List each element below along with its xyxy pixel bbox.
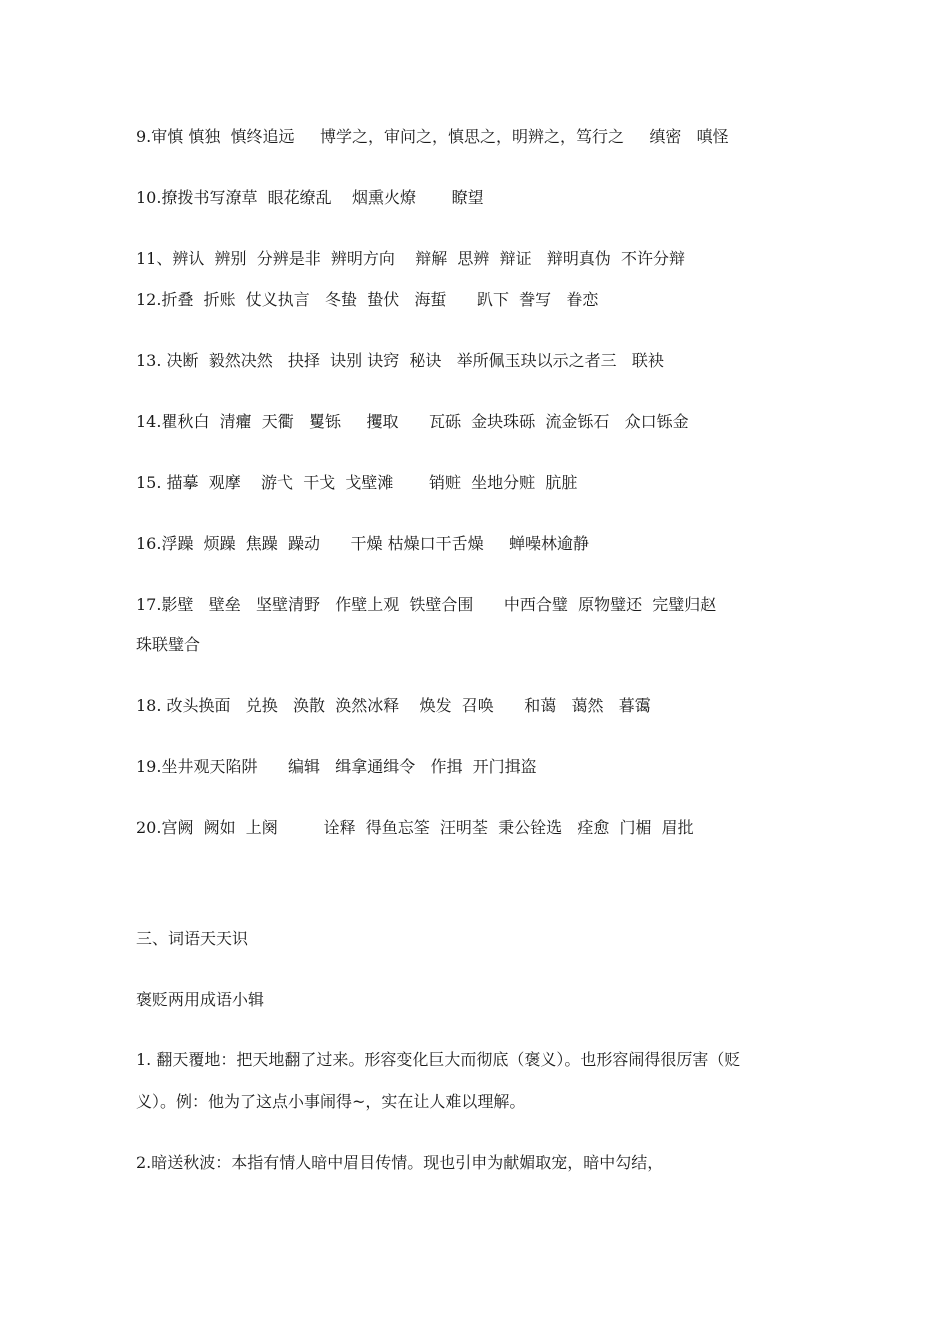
- idiom-2-line-1: 2.暗送秋波：本指有情人暗中眉目传情。现也引申为献媚取宠，暗中勾结，: [136, 1153, 664, 1172]
- text-line-10: 10.撩拨书写潦草 眼花缭乱 烟熏火燎 瞭望: [136, 188, 484, 207]
- text-line-11: 11、辨认 辨别 分辨是非 辨明方向 辩解 思辨 辩证 辩明真伪 不许分辩: [136, 249, 685, 268]
- idiom-1-line-2: 义）。例：他为了这点小事闹得~，实在让人难以理解。: [136, 1092, 526, 1111]
- text-line-12: 12.折叠 折账 仗义执言 冬蛰 蛰伏 海蜇 趴下 誊写 眷恋: [136, 290, 599, 309]
- subsection-heading: 褒贬两用成语小辑: [136, 990, 265, 1009]
- text-line-19: 19.坐井观天陷阱 编辑 缉拿通缉令 作揖 开门揖盗: [136, 757, 537, 776]
- text-line-9: 9.审慎 慎独 慎终追远 博学之，审问之，慎思之，明辨之，笃行之 缜密 嗔怪: [136, 127, 729, 146]
- text-line-15: 15. 描摹 观摩 游弋 干戈 戈壁滩 销赃 坐地分赃 肮脏: [136, 473, 578, 492]
- text-line-17: 17.影壁 壁垒 坚壁清野 作壁上观 铁壁合围 中西合璧 原物璧还 完璧归赵: [136, 595, 717, 614]
- text-line-17-cont: 珠联璧合: [136, 635, 201, 654]
- idiom-1-line-1: 1. 翻天覆地：把天地翻了过来。形容变化巨大而彻底（褒义）。也形容闹得很厉害（贬: [136, 1050, 741, 1069]
- text-line-13: 13. 决断 毅然决然 抉择 诀别 诀窍 秘诀 举所佩玉玦以示之者三 联袂: [136, 351, 664, 370]
- text-line-14: 14.瞿秋白 清癯 天衢 矍铄 攫取 瓦砾 金块珠砾 流金铄石 众口铄金: [136, 412, 689, 431]
- section-heading: 三、词语天天识: [136, 929, 249, 948]
- text-line-16: 16.浮躁 烦躁 焦躁 躁动 干燥 枯燥口干舌燥 蝉噪林逾静: [136, 534, 589, 553]
- text-line-18: 18. 改头换面 兑换 涣散 涣然冰释 焕发 召唤 和蔼 蔼然 暮霭: [136, 696, 651, 715]
- text-line-20: 20.宫阙 阙如 上阕 诠释 得鱼忘筌 汪明荃 秉公铨选 痊愈 门楣 眉批: [136, 818, 694, 837]
